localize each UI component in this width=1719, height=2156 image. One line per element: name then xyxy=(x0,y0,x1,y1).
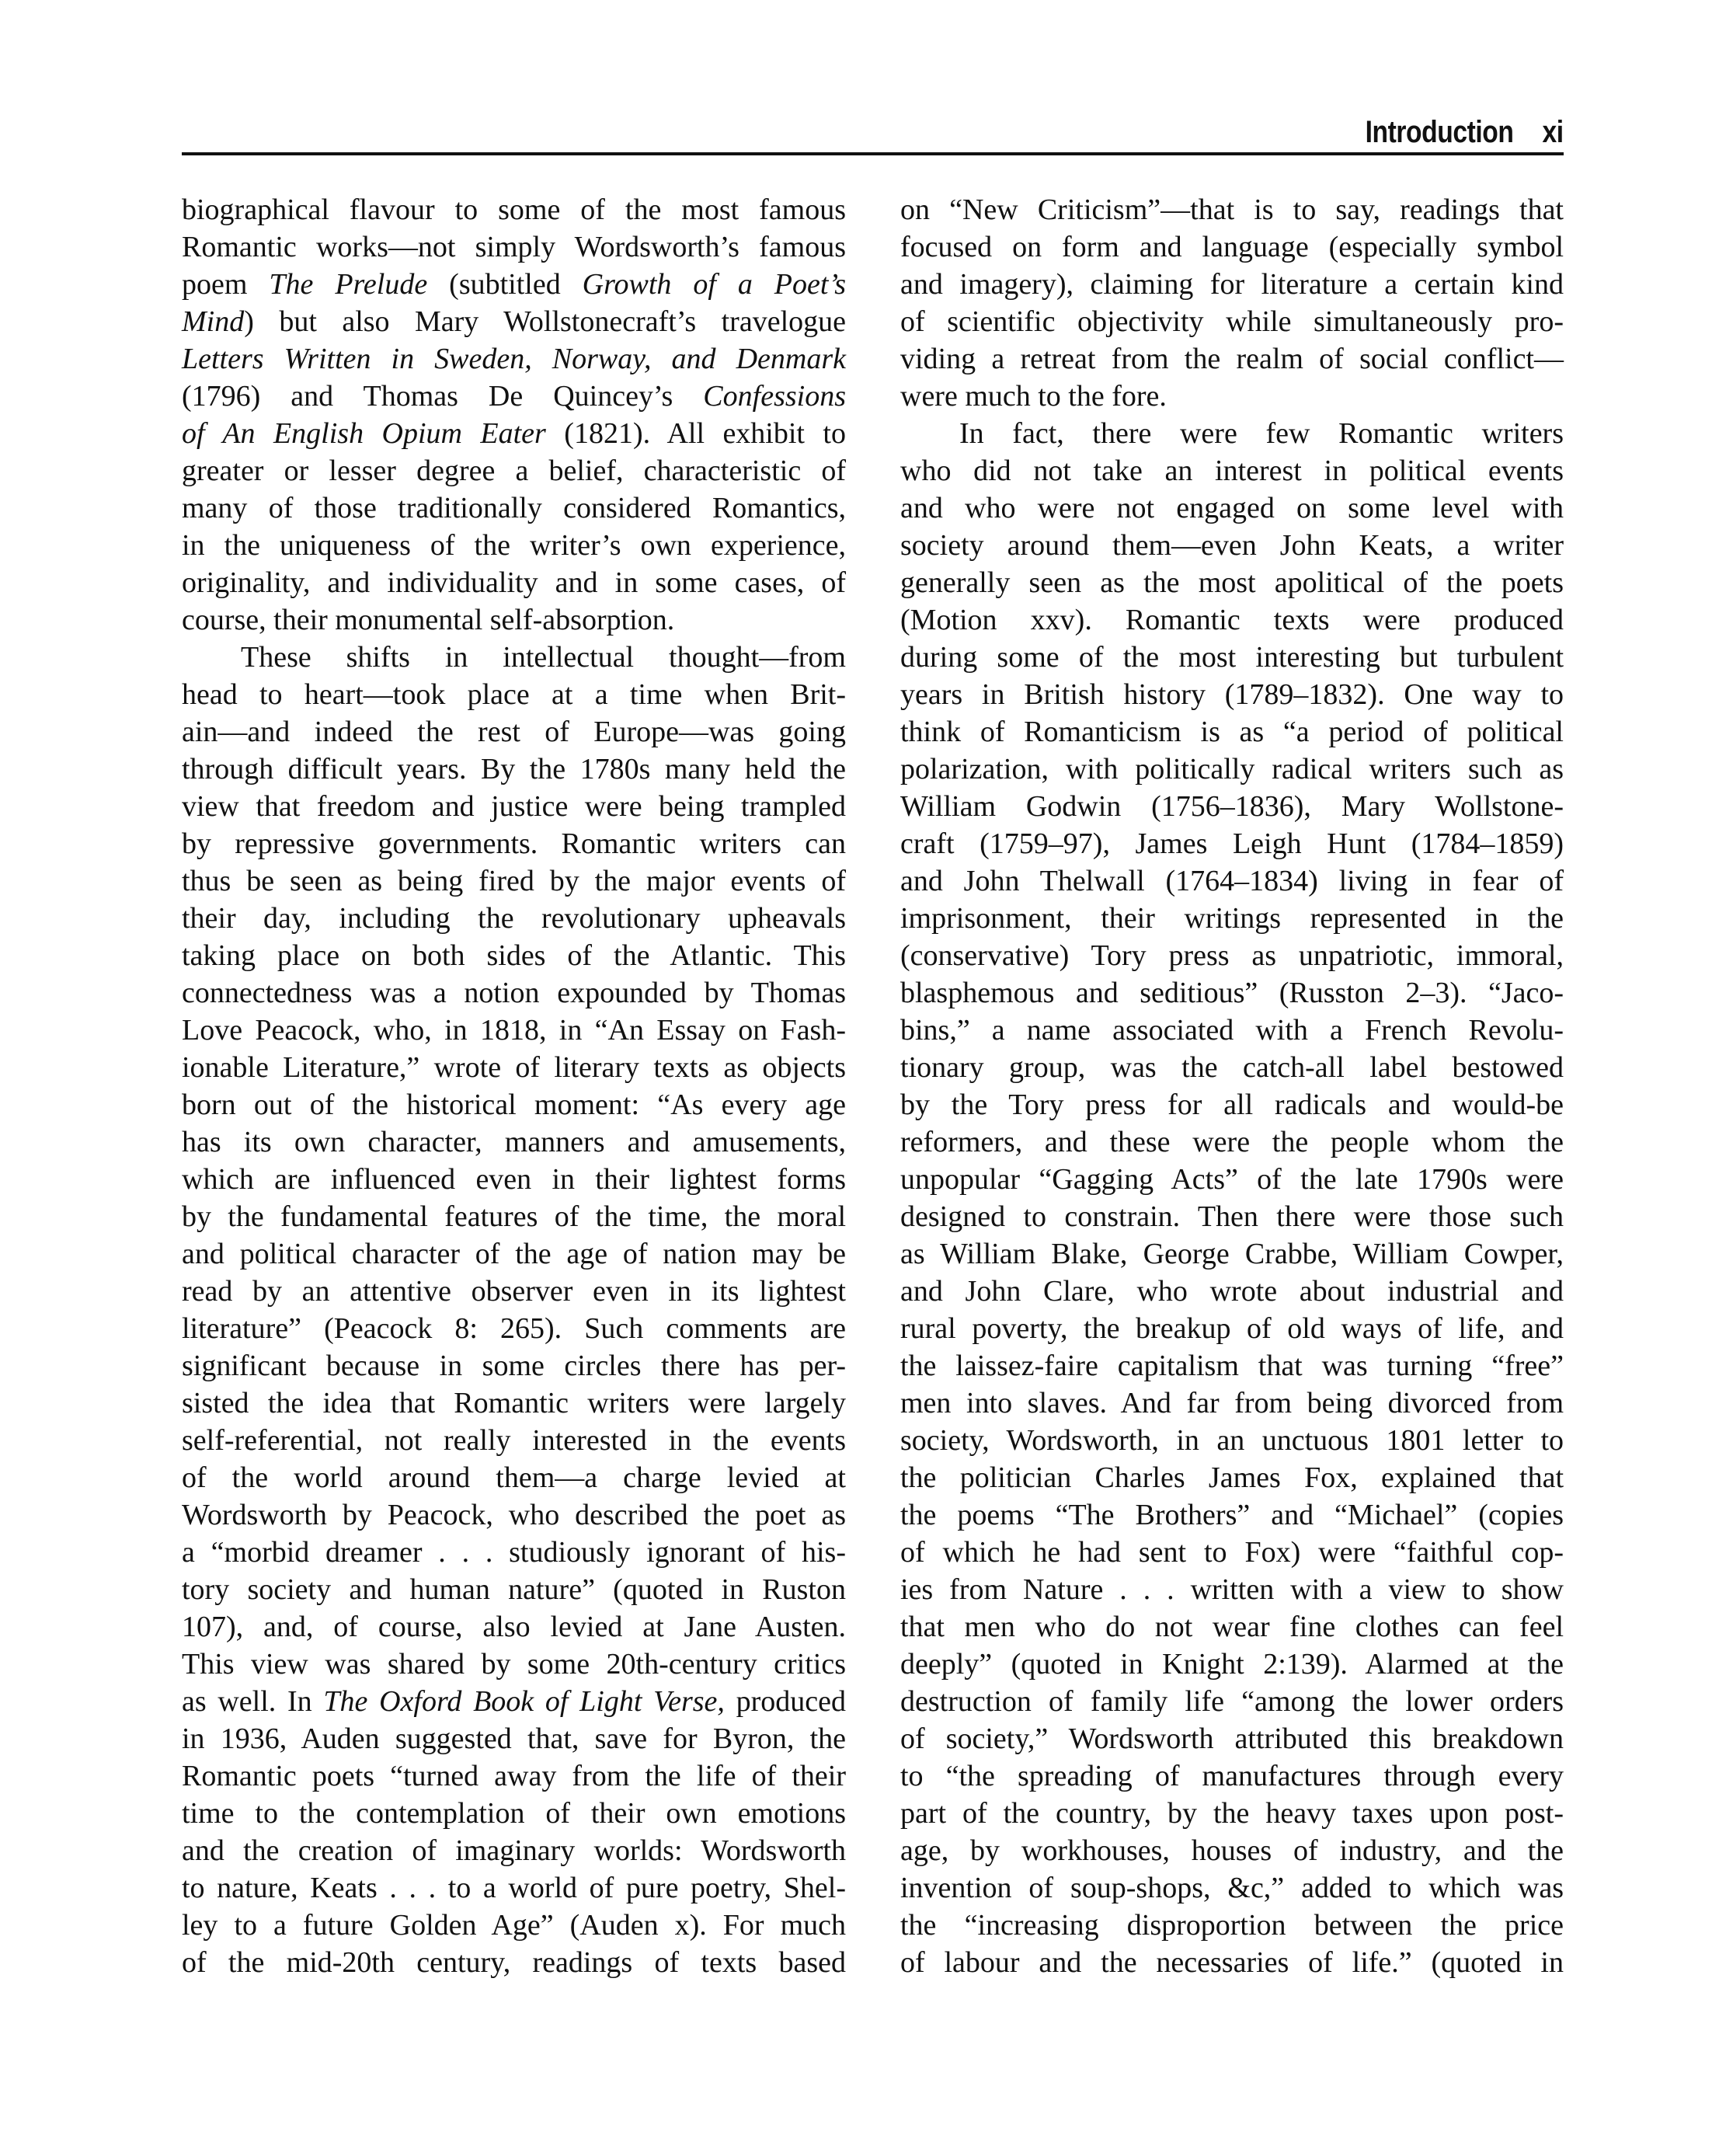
text-line xyxy=(182,1646,846,1683)
line-text: and the creation of imaginary worlds: Wordsworth xyxy=(182,1834,846,1867)
italic-title: The Prelude xyxy=(269,268,428,301)
line-text: time to the contemplation of their own emotions xyxy=(182,1797,846,1830)
line-text: Love Peacock, who, in 1818, in “An Essay on Fash- xyxy=(182,1014,846,1047)
text-line xyxy=(900,1795,1564,1832)
line-text: of society,” Wordsworth attributed this breakdown xyxy=(900,1722,1564,1755)
text-line xyxy=(182,751,846,788)
text-line xyxy=(182,1459,846,1496)
text-line xyxy=(900,639,1564,676)
text-line xyxy=(182,266,846,303)
paragraph xyxy=(182,639,846,1981)
italic-title: Mind xyxy=(182,305,245,338)
line-text: ionable Literature,” wrote of literary texts as objects xyxy=(182,1051,846,1084)
line-text: ley to a future Golden Age” (Auden x). For much xyxy=(182,1909,846,1942)
text-line xyxy=(182,1086,846,1123)
text-line xyxy=(182,1683,846,1720)
running-head xyxy=(1366,117,1564,148)
line-text: tory society and human nature” (quoted in Ruston xyxy=(182,1573,846,1606)
line-text: head to heart—took place at a time when Brit- xyxy=(182,678,846,711)
text-line xyxy=(900,1310,1564,1347)
text-line xyxy=(182,1496,846,1534)
text-line xyxy=(182,1123,846,1161)
section-title: Introduction xyxy=(1365,115,1514,149)
line-text: in 1936, Auden suggested that, save for Byron, the xyxy=(182,1722,846,1755)
line-text: which are influenced even in their lightest forms xyxy=(182,1163,846,1196)
text-line xyxy=(182,1907,846,1944)
line-text: to “the spreading of manufactures through every xyxy=(900,1760,1564,1792)
line-text: self-referential, not really interested in the events xyxy=(182,1424,846,1457)
text-line xyxy=(182,1273,846,1310)
line-text: This view was shared by some 20th-century critics xyxy=(182,1648,846,1681)
line-text: blasphemous and seditious” (Russton 2–3). “Jaco- xyxy=(900,977,1564,1009)
text-line xyxy=(182,228,846,266)
text-line xyxy=(900,751,1564,788)
text-segment: (1796) and Thomas De Quincey’s xyxy=(182,380,704,413)
text-line xyxy=(900,1086,1564,1123)
paragraph xyxy=(900,191,1564,415)
text-line xyxy=(900,1012,1564,1049)
line-text: who did not take an interest in political events xyxy=(900,455,1564,487)
line-text: imprisonment, their writings represented in the xyxy=(900,902,1564,935)
text-line xyxy=(182,825,846,862)
line-text: These shifts in intellectual thought—from xyxy=(241,641,846,674)
line-text: and who were not engaged on some level with xyxy=(900,492,1564,524)
line-text: 107), and, of course, also levied at Jane Austen. xyxy=(182,1611,846,1643)
line-text: born out of the historical moment: “As every age xyxy=(182,1088,846,1121)
text-line xyxy=(900,1049,1564,1086)
text-segment: (subtitled xyxy=(427,268,583,301)
text-line xyxy=(182,676,846,713)
line-text: to nature, Keats . . . to a world of pure poetry, Shel- xyxy=(182,1872,846,1904)
text-line xyxy=(900,900,1564,937)
line-text: bins,” a name associated with a French Revolu- xyxy=(900,1014,1564,1047)
line-text: generally seen as the most apolitical of the poets xyxy=(900,566,1564,599)
text-segment: produced xyxy=(724,1685,847,1718)
italic-title: of An English Opium Eater xyxy=(182,417,546,450)
line-text: the politician Charles James Fox, explained that xyxy=(900,1461,1564,1494)
text-line xyxy=(900,862,1564,900)
text-line xyxy=(900,340,1564,378)
line-text: focused on form and language (especially symbol xyxy=(900,231,1564,263)
italic-title: Letters Written in Sweden, Norway, and Denmark xyxy=(182,343,846,375)
line-text: (Motion xxv). Romantic texts were produced xyxy=(900,604,1564,636)
line-text: that men who do not wear fine clothes can feel xyxy=(900,1611,1564,1643)
text-line xyxy=(900,1757,1564,1795)
line-text: tionary group, was the catch-all label bestowed xyxy=(900,1051,1564,1084)
text-line xyxy=(900,1720,1564,1757)
text-line xyxy=(182,1198,846,1235)
line-text: age, by workhouses, houses of industry, and the xyxy=(900,1834,1564,1867)
text-line xyxy=(182,1832,846,1869)
line-text: during some of the most interesting but turbulent xyxy=(900,641,1564,674)
line-text: of which he had sent to Fox) were “faithful cop- xyxy=(900,1536,1564,1569)
text-line xyxy=(900,1496,1564,1534)
text-line xyxy=(182,340,846,378)
line-text: Wordsworth by Peacock, who described the poet as xyxy=(182,1499,846,1531)
line-text: destruction of family life “among the lower orders xyxy=(900,1685,1564,1718)
text-line xyxy=(182,862,846,900)
line-text: by repressive governments. Romantic writers can xyxy=(182,827,846,860)
text-line xyxy=(900,788,1564,825)
text-line xyxy=(182,1944,846,1981)
line-text xyxy=(182,340,846,378)
text-line xyxy=(182,1534,846,1571)
text-line xyxy=(182,1795,846,1832)
line-text: connectedness was a notion expounded by Thomas xyxy=(182,977,846,1009)
line-text: and John Thelwall (1764–1834) living in fear of xyxy=(900,865,1564,897)
line-text: of scientific objectivity while simultaneously pro- xyxy=(900,305,1564,338)
line-text: sisted the idea that Romantic writers were largely xyxy=(182,1387,846,1419)
line-text: and John Clare, who wrote about industrial and xyxy=(900,1275,1564,1308)
line-text: read by an attentive observer even in its lightest xyxy=(182,1275,846,1308)
line-text xyxy=(182,415,846,452)
text-line xyxy=(900,1422,1564,1459)
line-text xyxy=(182,378,846,415)
text-line xyxy=(182,303,846,340)
line-text: and political character of the age of nation may be xyxy=(182,1238,846,1270)
line-text: the poems “The Brothers” and “Michael” (copies xyxy=(900,1499,1564,1531)
line-text: taking place on both sides of the Atlantic. This xyxy=(182,939,846,972)
line-text: course, their monumental self-absorption. xyxy=(182,604,675,636)
text-line xyxy=(182,639,846,676)
left-column xyxy=(182,191,846,1981)
line-text: rural poverty, the breakup of old ways of life, and xyxy=(900,1312,1564,1345)
text-line xyxy=(900,1832,1564,1869)
text-line xyxy=(900,1683,1564,1720)
text-segment: ) but also Mary Wollstonecraft’s travelogue xyxy=(244,305,846,338)
line-text: deeply” (quoted in Knight 2:139). Alarmed at the xyxy=(900,1648,1564,1681)
line-text: of the mid-20th century, readings of texts based xyxy=(182,1946,846,1979)
line-text: reformers, and these were the people whom the xyxy=(900,1126,1564,1158)
line-text: literature” (Peacock 8: 265). Such comments are xyxy=(182,1312,846,1345)
text-line xyxy=(182,191,846,228)
text-line xyxy=(182,378,846,415)
text-segment: (1821). All exhibit to xyxy=(545,417,846,450)
line-text: society around them—even John Keats, a writer xyxy=(900,529,1564,562)
line-text: In fact, there were few Romantic writers xyxy=(959,417,1564,450)
line-text: ies from Nature . . . written with a view to show xyxy=(900,1573,1564,1606)
text-line xyxy=(900,1646,1564,1683)
line-text: were much to the fore. xyxy=(900,380,1167,413)
line-text: polarization, with politically radical writers such as xyxy=(900,753,1564,785)
text-line xyxy=(900,228,1564,266)
line-text: society, Wordsworth, in an unctuous 1801 letter to xyxy=(900,1424,1564,1457)
line-text xyxy=(182,1683,846,1720)
text-line xyxy=(900,1944,1564,1981)
text-line xyxy=(900,415,1564,452)
line-text: their day, including the revolutionary upheavals xyxy=(182,902,846,935)
right-column xyxy=(900,191,1564,1981)
text-line xyxy=(900,676,1564,713)
line-text: by the Tory press for all radicals and would-be xyxy=(900,1088,1564,1121)
text-line xyxy=(182,937,846,974)
text-line xyxy=(900,452,1564,489)
line-text: originality, and individuality and in some cases, of xyxy=(182,566,846,599)
text-line xyxy=(900,1608,1564,1646)
line-text: years in British history (1789–1832). One way to xyxy=(900,678,1564,711)
line-text: significant because in some circles there has per- xyxy=(182,1350,846,1382)
line-text: William Godwin (1756–1836), Mary Wollstone- xyxy=(900,790,1564,823)
line-text: ain—and indeed the rest of Europe—was going xyxy=(182,716,846,748)
text-line xyxy=(900,1198,1564,1235)
text-line xyxy=(900,1161,1564,1198)
text-line xyxy=(900,601,1564,639)
text-line xyxy=(900,303,1564,340)
text-line xyxy=(900,1534,1564,1571)
line-text: think of Romanticism is as “a period of political xyxy=(900,716,1564,748)
text-line xyxy=(182,415,846,452)
line-text: and imagery), claiming for literature a certain kind xyxy=(900,268,1564,301)
line-text: thus be seen as being fired by the major events of xyxy=(182,865,846,897)
text-line xyxy=(900,1123,1564,1161)
text-line xyxy=(900,489,1564,527)
text-line xyxy=(900,378,1564,415)
line-text: part of the country, by the heavy taxes upon post- xyxy=(900,1797,1564,1830)
text-line xyxy=(182,1385,846,1422)
text-line xyxy=(182,1869,846,1907)
text-line xyxy=(182,788,846,825)
text-line xyxy=(900,825,1564,862)
text-line xyxy=(182,564,846,601)
text-line xyxy=(182,900,846,937)
text-line xyxy=(182,601,846,639)
text-segment: poem xyxy=(182,268,270,301)
line-text: the laissez-faire capitalism that was turning “free” xyxy=(900,1350,1564,1382)
text-line xyxy=(182,1012,846,1049)
text-line xyxy=(182,1571,846,1608)
text-line xyxy=(900,266,1564,303)
text-line xyxy=(900,713,1564,751)
paragraph xyxy=(900,415,1564,1981)
text-line xyxy=(182,1310,846,1347)
page-number: xi xyxy=(1542,115,1564,149)
line-text: by the fundamental features of the time, the moral xyxy=(182,1200,846,1233)
line-text: through difficult years. By the 1780s many held the xyxy=(182,753,846,785)
text-line xyxy=(900,564,1564,601)
text-line xyxy=(900,1273,1564,1310)
text-line xyxy=(182,527,846,564)
text-line xyxy=(182,489,846,527)
line-text: of labour and the necessaries of life.” (quoted in xyxy=(900,1946,1564,1979)
line-text: as William Blake, George Crabbe, William Cowper, xyxy=(900,1238,1564,1270)
line-text: view that freedom and justice were being trampled xyxy=(182,790,846,823)
italic-title: Growth of a Poet’s xyxy=(582,268,846,301)
text-line xyxy=(182,1049,846,1086)
text-line xyxy=(900,1869,1564,1907)
line-text: the “increasing disproportion between the price xyxy=(900,1909,1564,1942)
line-text: greater or lesser degree a belief, characteristic of xyxy=(182,455,846,487)
text-line xyxy=(900,1459,1564,1496)
text-line xyxy=(900,1235,1564,1273)
line-text: (conservative) Tory press as unpatriotic, immoral, xyxy=(900,939,1564,972)
line-text: craft (1759–97), James Leigh Hunt (1784–1859) xyxy=(900,827,1564,860)
line-text: Romantic poets “turned away from the life of their xyxy=(182,1760,846,1792)
line-text: a “morbid dreamer . . . studiously ignorant of his- xyxy=(182,1536,846,1569)
text-line xyxy=(900,937,1564,974)
line-text xyxy=(182,303,846,340)
line-text: biographical flavour to some of the most famous xyxy=(182,193,846,226)
text-line xyxy=(182,713,846,751)
text-line xyxy=(900,191,1564,228)
italic-title: The Oxford Book of Light Verse, xyxy=(323,1685,725,1718)
line-text: has its own character, manners and amusements, xyxy=(182,1126,846,1158)
line-text: viding a retreat from the realm of social conflict— xyxy=(900,343,1564,375)
text-line xyxy=(900,1385,1564,1422)
header-rule xyxy=(182,152,1564,155)
text-line xyxy=(182,1235,846,1273)
text-line xyxy=(900,974,1564,1012)
text-line xyxy=(182,1347,846,1385)
line-text xyxy=(182,266,846,303)
text-line xyxy=(182,1720,846,1757)
text-line xyxy=(900,527,1564,564)
line-text: invention of soup-shops, &c,” added to which was xyxy=(900,1872,1564,1904)
text-segment: as well. In xyxy=(182,1685,324,1718)
text-line xyxy=(182,452,846,489)
line-text: in the uniqueness of the writer’s own experience, xyxy=(182,529,846,562)
paragraph xyxy=(182,191,846,639)
text-line xyxy=(182,1608,846,1646)
line-text: of the world around them—a charge levied at xyxy=(182,1461,846,1494)
text-line xyxy=(182,1161,846,1198)
italic-title: Confessions xyxy=(703,380,846,413)
text-line xyxy=(900,1907,1564,1944)
line-text: on “New Criticism”—that is to say, readings that xyxy=(900,193,1564,226)
line-text: designed to constrain. Then there were those such xyxy=(900,1200,1564,1233)
line-text: unpopular “Gagging Acts” of the late 1790s were xyxy=(900,1163,1564,1196)
text-line xyxy=(182,1422,846,1459)
text-line xyxy=(900,1347,1564,1385)
text-line xyxy=(182,974,846,1012)
line-text: Romantic works—not simply Wordsworth’s famous xyxy=(182,231,846,263)
line-text: many of those traditionally considered Romantics, xyxy=(182,492,846,524)
line-text: men into slaves. And far from being divorced from xyxy=(900,1387,1564,1419)
text-line xyxy=(900,1571,1564,1608)
text-line xyxy=(182,1757,846,1795)
